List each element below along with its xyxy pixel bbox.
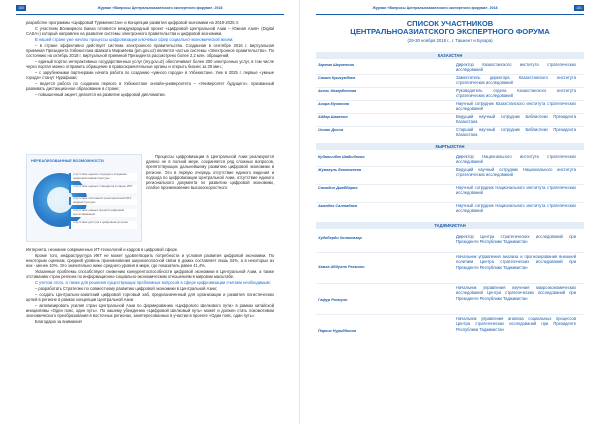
right-header-rule — [316, 14, 584, 15]
paragraph: – повышенный акцент делается на развитие цифровой дипломатии. — [35, 91, 166, 97]
participant-role: Научный сотрудник Национального института стратегических исследований — [456, 203, 576, 214]
left-text-top — [26, 20, 274, 98]
paragraph: – в стране эффективно действует система электронного правительства. Созданная в сентябре 2016 г. виртуальная приемная Президента Узбекистана Шавката Мирзиёева (pm.gov.uz) является частью системы «Электронное правительство». По состоянию на октябрь 2018 г. виртуальной приемной Президента рассмотрено более 2,2 млн. обращений; — [26, 42, 274, 58]
infographic-item: отсутствие системной трансграничной ИКТ-инфраструктуры — [69, 197, 137, 205]
highlighted-paragraph: В нашей стране уже начаты процессы цифровизации ключевых сфер социально-экономической жизни: — [35, 36, 234, 42]
infographic-item: отсутствие единых средств цифровой аутентификации — [69, 209, 137, 217]
right-running-header: Журнал «Вопросы Центральноазиатского экспертного форума», 2018 — [372, 6, 498, 10]
participant-name: Гафур Рахмуло — [318, 298, 348, 302]
country-header-tajikistan: ТАДЖИКИСТАН — [316, 222, 584, 229]
infographic-item: отсутствие доступа к цифровым услугам — [69, 221, 137, 229]
paragraph: – активизировать усилия стран Центральной Азии по формированию «Цифрового Шелкового пути» в рамках китайской инициативы «Один пояс, один путь». По нашему убеждению «Цифровой Шелковый путь» может и должен стать локомотивом экономического преобразования в восточных регионах, заинтересованных в участии в проекте «Один пояс, один путь». — [26, 302, 274, 318]
participants-list-title-line2: ЦЕНТРАЛЬНОАЗИАТСКОГО ЭКСПЕРТНОГО ФОРУМА — [350, 27, 550, 36]
paragraph: – с зарубежными партнерами начата работа по созданию «умного города» в Узбекистане. Уже в 2025 г. первые «умные города» станут Нурафшан; — [26, 69, 274, 80]
participant-role: Начальник управления изучения макроэкономических исследований Центра стратегических исследований при Президенте Республики Таджикистан — [456, 285, 576, 301]
left-running-header: Журнал «Вопросы Центральноазиатского экспертного форума», 2018 — [97, 6, 223, 10]
infographic-title: НЕРЕАЛИЗОВАННЫЕ ВОЗМОЖНОСТИ — [31, 159, 104, 163]
left-text-beside-infographic — [146, 154, 274, 191]
participant-name: Кубанычбек Шадыбеков — [318, 155, 365, 159]
participant-role: Начальник управления анализа и прогнозирования внешней политики Центра стратегических исследований при Президенте Республики Таджикистан — [456, 254, 576, 270]
participant-role: Начальник управления анализа социальных процессов Центра стратегических исследований при Президенте Республики Таджикистан — [456, 316, 576, 332]
country-header-kazakhstan: КАЗАХСТАН — [316, 52, 584, 59]
left-page-number: 100 — [16, 5, 26, 11]
participant-role: Директор Центра стратегических исследований при Президенте Республики Таджикистан — [456, 234, 576, 245]
closing-line: Благодарю за внимание! — [35, 318, 83, 324]
paragraph: С участием Всемирного Банка готовится международный проект «Цифровой Центральной Азии – Южная Азия» (Digital CASA») который направлен на развитие системы электронного правительства и цифровой экономики. — [26, 25, 274, 36]
row-divider — [316, 314, 584, 315]
participant-name: Осман Досов — [318, 128, 344, 132]
left-header-rule — [16, 14, 284, 15]
participant-name: Хамза Абдулло Рахмоно — [318, 265, 365, 269]
paragraph: Процессы цифровизации в Центральной Азии реализуются далеко не в полной мере, сохраняется ряд сложных вопросов, препятствующих дальнейшему развитию цифровой экономики в регионе. Это в первую очередь отсутствие единого видения и подхода по цифровизации Центральной Азии, отсутствие единого регионального документа по развитию цифровой экономики, слабое проникновение высокоскоростного — [146, 154, 274, 191]
participant-name: Парвиз Нуриддинов — [318, 329, 357, 333]
paragraph: – создать Центрально-азиатский цифровой торговый хаб, предназначенный для организации и развития логистических цепей в регионе в рамках концепции Центральной Азии — [26, 291, 274, 302]
forum-date-location: (29-30 ноября 2018 г., г. Ташкент и Бухара) — [407, 37, 493, 43]
participant-name: Санат Кушкумбаев — [318, 76, 356, 80]
infographic-item: отсутствие единых стандартов в сфере ИКТ — [69, 185, 137, 193]
paragraph: Интернета, незнание современных ИТ-технологий и кадров в цифровой сфере. — [26, 247, 179, 252]
participant-name: Жумагуль Бекеткеева — [318, 168, 362, 172]
row-divider — [316, 283, 584, 284]
infographic-unrealized-opportunities — [26, 154, 142, 242]
right-page — [300, 0, 600, 424]
paragraph: Кроме того, инфраструктура ИКТ не может удовлетворить потребности и условия развития цифровой экономики. По некоторым оценкам, средний уровень проникновения широкополосной связи в домах составляет лишь 34%, а в некоторых из них - менее 10%. Это значительно ниже среднего уровня в мире, где показатель равен 41,4%. — [26, 252, 274, 269]
participant-role: Старший научный сотрудник Библиотеки Президента Казахстана — [456, 127, 576, 138]
left-text-bottom — [26, 247, 274, 325]
participant-role: Ведущий научный сотрудник Национального института стратегических исследований — [456, 167, 576, 178]
paragraph: – разработать Стратегию по совместному развитию цифровой экономики в Центральной Азии; — [35, 285, 217, 291]
participant-name: Аманбек Салтабаев — [318, 204, 358, 208]
country-header-kyrgyzstan: КЫРГЫЗСТАН — [316, 143, 584, 150]
participant-role: Директор Казахстанского института стратегических исследований — [456, 62, 576, 73]
participant-name: Айдар Шакенов — [318, 115, 348, 119]
participant-role: Научный сотрудник Национального института стратегических исследований — [456, 185, 576, 196]
right-page-number: 101 — [574, 5, 584, 11]
paragraph: разработке программы «Цифровой Туркменистан» и Концепции развития цифровой экономики на 2019-2025 гг. — [26, 20, 240, 25]
participant-role: Ведущий научный сотрудник Библиотеки Президента Казахстана — [456, 114, 576, 125]
participant-role: Директор Национального института стратегических исследований — [456, 154, 576, 165]
paragraph: – ведется работа по созданию первого в Узбекистане онлайн-университета – «Университет будущего», призванный развивать дистанционное образование в стране; — [26, 80, 274, 91]
participant-name: Худоберди Холикназар — [318, 236, 362, 240]
participant-role: Научный сотрудник Казахстанского института стратегических исследований — [456, 101, 576, 112]
row-divider — [316, 252, 584, 253]
highlighted-paragraph: С учетом этого, а также для решения существующих проблемных вопросов в сфере цифровизации считаем необходимым: — [35, 280, 271, 285]
participant-role: Заместитель директора Казахстанского института стратегических исследований — [456, 75, 576, 86]
participant-name: Зарема Шаукенова — [318, 63, 354, 67]
participant-name: Азира Муханова — [318, 102, 349, 106]
paragraph: Указанные проблемы способствуют снижению конкурентоспособности цифровой экономики в Центральной Азии, а также отставанию стран региона по информационно-социально-экономическим отношениям в мировом масштабе. — [26, 269, 274, 280]
participant-role: Руководитель отдела Казахстанского института стратегических исследований — [456, 88, 576, 99]
participants-list-title: СПИСОК УЧАСТНИКОВ — [406, 19, 494, 28]
paragraph: – единый портал интерактивных государственных услуг (my.gov.uz) обеспечивает более 300 электронных услуг, в том числе через портал можно отправить обращение в правоохранительные органы и открыть бизнес за 30 мин.; — [26, 58, 274, 69]
participant-name: Асель Назарбетова — [318, 89, 357, 93]
infographic-item: отсутствие единого подхода к созданию цифровой инфраструктуры — [69, 173, 137, 181]
participant-name: Самидин Джаббаров — [318, 186, 358, 190]
